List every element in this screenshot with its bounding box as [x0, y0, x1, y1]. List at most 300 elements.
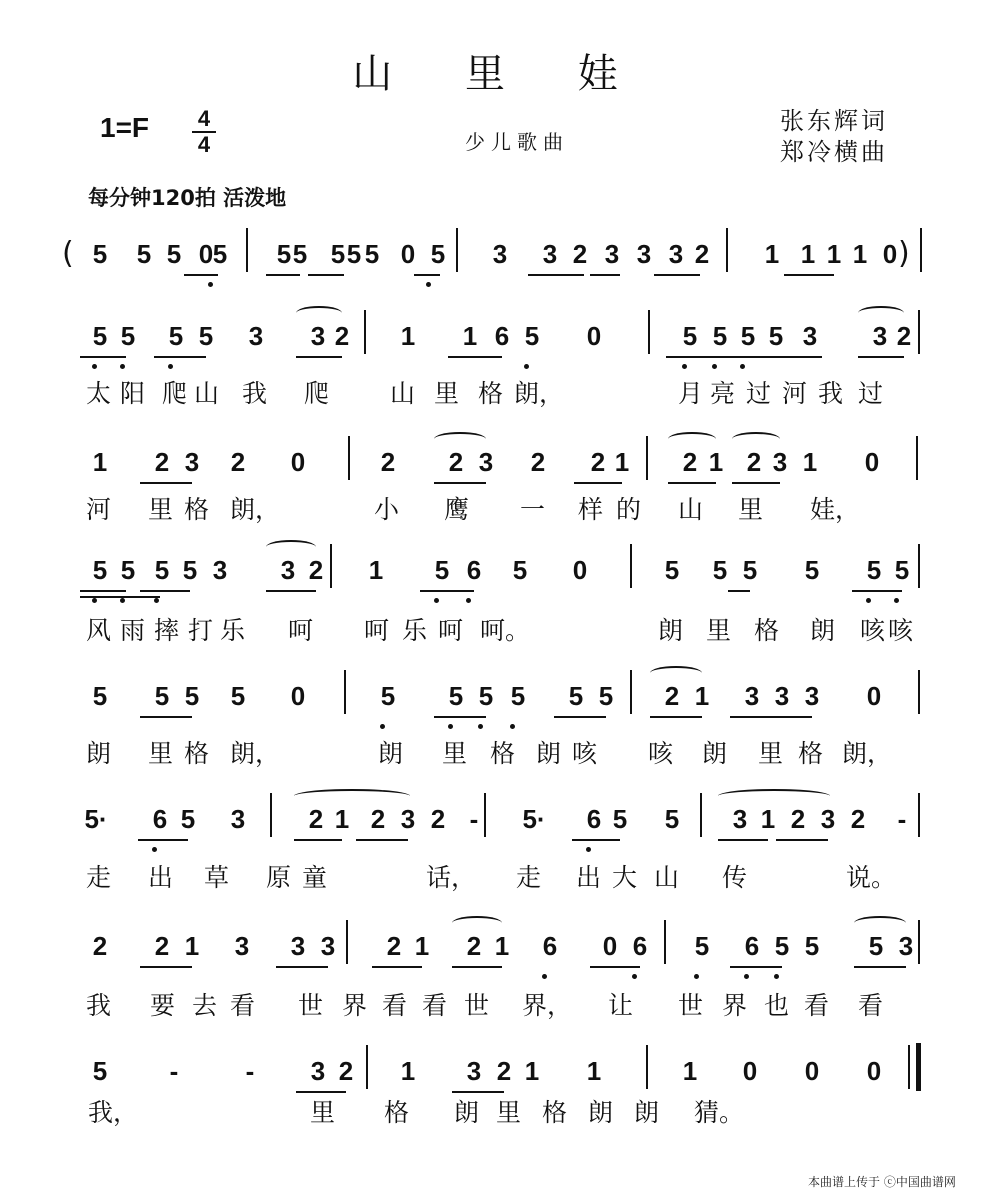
jianpu-note: 1: [92, 447, 108, 477]
jianpu-note: 3: [184, 447, 200, 477]
jianpu-note: 5: [292, 239, 308, 269]
final-bar-thin: [908, 1045, 910, 1089]
duration-underline: [590, 274, 620, 276]
jianpu-note: 5: [568, 681, 584, 711]
jianpu-note: 5: [866, 555, 882, 585]
bar-line: [920, 228, 922, 272]
jianpu-note: 2: [92, 931, 108, 961]
bar-line: [648, 310, 650, 354]
jianpu-note: 5: [664, 555, 680, 585]
intro-paren-close: ): [898, 236, 910, 271]
lyric-syllable: 乐: [220, 616, 246, 645]
jianpu-note: 5: [136, 239, 152, 269]
lyric-syllable: 里: [148, 495, 174, 524]
jianpu-note: 5: [598, 681, 614, 711]
jianpu-note: 5: [524, 321, 540, 351]
lyric-syllable: 风: [86, 616, 112, 645]
duration-underline: [434, 482, 486, 484]
duration-underline: [296, 1091, 346, 1093]
jianpu-note: 5: [120, 321, 136, 351]
jianpu-note: 1: [764, 239, 780, 269]
lyric-syllable: 世: [298, 991, 324, 1020]
bar-line: [346, 920, 348, 964]
jianpu-note: 5: [768, 321, 784, 351]
lyric-syllable: 过: [858, 379, 884, 408]
jianpu-note: 2: [154, 931, 170, 961]
octave-dot-below: [542, 974, 547, 979]
jianpu-note: 5: [430, 239, 446, 269]
slur-arc: [858, 306, 904, 320]
octave-dot-below: [168, 364, 173, 369]
lyric-syllable: 界，: [522, 991, 573, 1020]
jianpu-note: 2: [572, 239, 588, 269]
slur-arc: [650, 666, 702, 680]
bar-line: [344, 670, 346, 714]
credits: [780, 106, 888, 168]
jianpu-note: 5: [364, 239, 380, 269]
rest-note: 0: [400, 239, 416, 269]
lyric-syllable: 格: [478, 379, 504, 408]
jianpu-note: 5: [92, 555, 108, 585]
sustain-dash: -: [469, 804, 479, 834]
jianpu-note: 1: [682, 1056, 698, 1086]
jianpu-note: 6: [466, 555, 482, 585]
duration-underline: [140, 716, 192, 718]
duration-underline: [852, 590, 902, 592]
jianpu-note: 1: [462, 321, 478, 351]
lyric-syllable: 童: [302, 863, 328, 892]
lyric-line-6: [0, 990, 1000, 1050]
jianpu-note: 3: [872, 321, 888, 351]
lyric-syllable: 河: [86, 495, 112, 524]
slur-arc: [718, 789, 830, 803]
jianpu-note: 5: [712, 321, 728, 351]
lyric-syllable: 去: [192, 991, 218, 1020]
jianpu-note: 3: [466, 1056, 482, 1086]
bar-line: [664, 920, 666, 964]
jianpu-note: 3: [804, 681, 820, 711]
jianpu-note: 3: [604, 239, 620, 269]
duration-underline: [574, 482, 622, 484]
jianpu-note: 3: [400, 804, 416, 834]
duration-underline: [140, 966, 192, 968]
lyric-syllable: 我: [818, 379, 844, 408]
lyric-syllable: 草: [204, 863, 230, 892]
jianpu-note: 2: [308, 555, 324, 585]
lyric-syllable: 看: [858, 991, 884, 1020]
lyric-syllable: 阳: [120, 379, 146, 408]
lyric-syllable: 也: [764, 991, 790, 1020]
jianpu-note: 6: [494, 321, 510, 351]
duration-underline: [184, 274, 218, 276]
rest-note: 0: [742, 1056, 758, 1086]
jianpu-note: 5: [92, 681, 108, 711]
lyric-syllable: 看: [230, 991, 256, 1020]
duration-underline: [448, 356, 502, 358]
jianpu-note: 2: [590, 447, 606, 477]
jianpu-note: 1: [802, 447, 818, 477]
rest-note: 0: [864, 447, 880, 477]
jianpu-note: 5: [448, 681, 464, 711]
lyric-syllable: 格: [384, 1098, 410, 1127]
rest-note: 0: [586, 321, 602, 351]
duration-underline: [414, 274, 440, 276]
jianpu-note: 2: [386, 931, 402, 961]
lyric-syllable: 里: [434, 379, 460, 408]
jianpu-note: 3: [774, 681, 790, 711]
bar-line: [918, 670, 920, 714]
rest-note: 0: [866, 681, 882, 711]
jianpu-note: 2: [370, 804, 386, 834]
lyric-syllable: 看: [804, 991, 830, 1020]
octave-dot-below: [510, 724, 515, 729]
song-title: 山 里 娃: [352, 51, 648, 97]
jianpu-note: 2: [682, 447, 698, 477]
duration-underline: [80, 356, 126, 358]
duration-underline: [776, 839, 828, 841]
bar-line: [918, 310, 920, 354]
lyric-syllable: 山: [654, 863, 680, 892]
lyric-syllable: 大: [612, 863, 638, 892]
lyric-syllable: 里: [706, 616, 732, 645]
jianpu-note: 1: [826, 239, 842, 269]
bar-line: [918, 793, 920, 837]
jianpu-note: 5: [478, 681, 494, 711]
jianpu-note: 1: [800, 239, 816, 269]
lyric-syllable: 世: [678, 991, 704, 1020]
duration-underline: [654, 274, 700, 276]
duration-underline: [572, 839, 620, 841]
jianpu-note: 5: [740, 321, 756, 351]
lyric-syllable: 爬: [304, 379, 330, 408]
jianpu-note: 3: [732, 804, 748, 834]
duration-underline: [266, 590, 316, 592]
duration-underline: [356, 839, 408, 841]
lyric-syllable: 朗: [536, 739, 562, 768]
duration-underline: [730, 966, 782, 968]
lyric-syllable: 格: [490, 739, 516, 768]
duration-underline: [452, 966, 502, 968]
rest-note: 0: [602, 931, 618, 961]
jianpu-note: 1: [400, 321, 416, 351]
jianpu-note: 3: [668, 239, 684, 269]
lyric-syllable: 传: [722, 863, 748, 892]
duration-underline: [784, 274, 834, 276]
lyric-line-4: [0, 738, 1000, 798]
duration-underline: [858, 356, 904, 358]
jianpu-note: 1: [524, 1056, 540, 1086]
jianpu-note: 5: [154, 555, 170, 585]
duration-underline: [854, 966, 906, 968]
duration-underline: [528, 274, 584, 276]
jianpu-note: 5: [894, 555, 910, 585]
lyric-syllable: 雨: [120, 616, 146, 645]
duration-underline: [554, 716, 606, 718]
jianpu-note: 5: [774, 931, 790, 961]
bar-line: [630, 670, 632, 714]
lyric-syllable: 里: [758, 739, 784, 768]
lyric-syllable: 界: [342, 991, 368, 1020]
jianpu-note: 5: [868, 931, 884, 961]
jianpu-note: 5: [92, 1056, 108, 1086]
jianpu-note: 3: [290, 931, 306, 961]
lyric-syllable: 猜。: [694, 1098, 745, 1127]
lyric-syllable: 咳: [860, 616, 886, 645]
jianpu-note: 2: [430, 804, 446, 834]
lyric-syllable: 格: [798, 739, 824, 768]
octave-dot-below: [774, 974, 779, 979]
jianpu-note: 5: [804, 931, 820, 961]
jianpu-note: 3: [772, 447, 788, 477]
jianpu-note: 3: [542, 239, 558, 269]
bar-line: [484, 793, 486, 837]
composer: 郑冷横曲: [780, 138, 888, 166]
lyric-syllable: 朗，: [230, 495, 281, 524]
jianpu-note: 1: [184, 931, 200, 961]
rest-note: 0: [804, 1056, 820, 1086]
jianpu-note: 5·: [522, 804, 546, 834]
jianpu-note: 6: [152, 804, 168, 834]
jianpu-note: 3: [212, 555, 228, 585]
octave-dot-below: [632, 974, 637, 979]
octave-dot-below: [524, 364, 529, 369]
octave-dot-below: [712, 364, 717, 369]
lyric-syllable: 格: [184, 739, 210, 768]
octave-dot-below: [208, 282, 213, 287]
octave-dot-below: [682, 364, 687, 369]
lyric-syllable: 河: [782, 379, 808, 408]
jianpu-note: 5: [512, 555, 528, 585]
duration-underline: [730, 716, 812, 718]
duration-underline: [266, 274, 300, 276]
bar-line: [726, 228, 728, 272]
jianpu-note: 3: [310, 321, 326, 351]
jianpu-note: 5: [712, 555, 728, 585]
jianpu-note: 5: [120, 555, 136, 585]
jianpu-note: 1: [400, 1056, 416, 1086]
rest-note: 0: [290, 447, 306, 477]
lyric-syllable: 咳: [888, 616, 914, 645]
bar-line: [456, 228, 458, 272]
lyric-syllable: 乐: [402, 616, 428, 645]
lyric-syllable: 亮: [710, 379, 736, 408]
jianpu-note: 2: [694, 239, 710, 269]
jianpu-note: 5: [434, 555, 450, 585]
octave-dot-below: [478, 724, 483, 729]
jianpu-note: 5: [682, 321, 698, 351]
duration-underline: [590, 966, 640, 968]
jianpu-note: 2: [850, 804, 866, 834]
lyric-syllable: 月: [678, 379, 704, 408]
jianpu-note: 3: [744, 681, 760, 711]
jianpu-note: 3: [280, 555, 296, 585]
octave-dot-below: [92, 598, 97, 603]
lyric-syllable: 样: [578, 495, 604, 524]
lyric-syllable: 呵: [438, 616, 464, 645]
octave-dot-below: [466, 598, 471, 603]
bar-line: [918, 920, 920, 964]
lyric-syllable: 里: [148, 739, 174, 768]
jianpu-note: 5: [198, 321, 214, 351]
lyric-syllable: 看: [382, 991, 408, 1020]
jianpu-note: 1: [614, 447, 630, 477]
jianpu-note: 5: [166, 239, 182, 269]
lyric-syllable: 山: [390, 379, 416, 408]
octave-dot-below: [380, 724, 385, 729]
octave-dot-below: [894, 598, 899, 603]
lyric-syllable: 朗: [454, 1098, 480, 1127]
lyric-syllable: 出: [576, 863, 602, 892]
watermark: 本曲谱上传于 ⓒ中国曲谱网: [808, 1175, 956, 1189]
time-signature-bottom: 4: [197, 132, 211, 157]
intro-paren-open: (: [62, 236, 74, 271]
lyric-syllable: 小: [374, 495, 400, 524]
jianpu-note: 2: [530, 447, 546, 477]
lyric-syllable: 打: [188, 616, 214, 645]
jianpu-note: 5: [612, 804, 628, 834]
jianpu-note: 2: [308, 804, 324, 834]
jianpu-note: 5: [154, 681, 170, 711]
jianpu-note: 1: [414, 931, 430, 961]
lyric-syllable: 原: [266, 863, 292, 892]
lyric-line-7: [0, 1097, 1000, 1157]
tempo-marking: 每分钟120拍 活泼地: [88, 186, 287, 210]
jianpu-note: 5: [182, 555, 198, 585]
lyric-syllable: 咳: [648, 739, 674, 768]
jianpu-note: 1: [334, 804, 350, 834]
duration-underline: [308, 274, 344, 276]
jianpu-note: 3: [248, 321, 264, 351]
jianpu-note: 5: [330, 239, 346, 269]
lyric-line-3: [0, 615, 1000, 675]
lyric-syllable: 呵: [364, 616, 390, 645]
duration-underline: [420, 590, 474, 592]
lyric-syllable: 说。: [846, 863, 897, 892]
octave-dot-below: [120, 598, 125, 603]
bar-line: [916, 436, 918, 480]
lyric-line-5: [0, 862, 1000, 922]
lyric-syllable: 朗，: [514, 379, 565, 408]
octave-dot-below: [744, 974, 749, 979]
lyric-syllable: 让: [608, 991, 634, 1020]
jianpu-note: 2: [790, 804, 806, 834]
lyric-syllable: 爬: [162, 379, 188, 408]
slur-arc: [296, 306, 342, 320]
sustain-dash: -: [169, 1056, 179, 1086]
key-signature: 1=F: [100, 112, 150, 143]
sustain-dash: -: [245, 1056, 255, 1086]
lyricist: 张东辉词: [780, 107, 888, 135]
lyric-syllable: 我，: [88, 1098, 139, 1127]
final-bar-thick: [916, 1043, 921, 1091]
jianpu-note: 1: [708, 447, 724, 477]
score-system-6: [0, 801, 1000, 861]
duration-underline: [294, 839, 342, 841]
jianpu-note: 5: [742, 555, 758, 585]
duration-underline: [140, 590, 190, 592]
lyric-syllable: 太: [86, 379, 112, 408]
jianpu-note: 3: [820, 804, 836, 834]
jianpu-note: 1: [586, 1056, 602, 1086]
jianpu-note: 2: [664, 681, 680, 711]
jianpu-note: 2: [154, 447, 170, 477]
jianpu-note: 5: [346, 239, 362, 269]
duration-underline: [666, 356, 822, 358]
lyric-syllable: 山: [194, 379, 220, 408]
lyric-syllable: 朗: [810, 616, 836, 645]
duration-underline: [732, 482, 780, 484]
lyric-syllable: 走: [516, 863, 542, 892]
octave-dot-below: [154, 598, 159, 603]
octave-dot-below: [448, 724, 453, 729]
time-signature: [192, 108, 216, 156]
lyric-syllable: 话，: [426, 863, 477, 892]
bar-line: [918, 544, 920, 588]
lyric-syllable: 格: [184, 495, 210, 524]
lyric-syllable: 咳: [572, 739, 598, 768]
octave-dot-below: [426, 282, 431, 287]
rest-note: 0: [572, 555, 588, 585]
lyric-syllable: 出: [148, 863, 174, 892]
lyric-syllable: 山: [678, 495, 704, 524]
jianpu-note: 3: [234, 931, 250, 961]
bar-line: [366, 1045, 368, 1089]
rest-note: 0: [290, 681, 306, 711]
bar-line: [330, 544, 332, 588]
duration-underline: [668, 482, 716, 484]
lyric-syllable: 朗: [588, 1098, 614, 1127]
bar-line: [630, 544, 632, 588]
score-system-4: [0, 552, 1000, 612]
lyric-syllable: 里: [310, 1098, 336, 1127]
octave-dot-below: [120, 364, 125, 369]
slur-arc: [434, 432, 486, 446]
lyric-syllable: 朗: [86, 739, 112, 768]
jianpu-note: 2: [466, 931, 482, 961]
jianpu-note: 1: [368, 555, 384, 585]
jianpu-note: 5: [184, 681, 200, 711]
lyric-line-1: [0, 378, 1000, 438]
lyric-syllable: 过: [746, 379, 772, 408]
lyric-syllable: 朗: [634, 1098, 660, 1127]
jianpu-note: 5: [276, 239, 292, 269]
rest-note: 0: [882, 239, 898, 269]
slur-arc: [452, 916, 502, 930]
duration-underline: [276, 966, 328, 968]
lyric-syllable: 朗: [702, 739, 728, 768]
jianpu-note: 2: [496, 1056, 512, 1086]
bar-line: [348, 436, 350, 480]
jianpu-note: 5: [168, 321, 184, 351]
lyric-syllable: 界: [722, 991, 748, 1020]
octave-dot-below: [740, 364, 745, 369]
duration-underline: [650, 716, 702, 718]
lyric-syllable: 里: [442, 739, 468, 768]
jianpu-note: 2: [338, 1056, 354, 1086]
lyric-syllable: 朗，: [842, 739, 893, 768]
lyric-syllable: 走: [86, 863, 112, 892]
jianpu-note: 5: [804, 555, 820, 585]
lyric-syllable: 呵: [288, 616, 314, 645]
sustain-dash: -: [897, 804, 907, 834]
score-system-2: [0, 318, 1000, 378]
jianpu-note: 3: [320, 931, 336, 961]
jianpu-note: 3: [310, 1056, 326, 1086]
jianpu-note: 5: [92, 239, 108, 269]
lyric-syllable: 朗: [378, 739, 404, 768]
lyric-syllable: 要: [150, 991, 176, 1020]
jianpu-note: 2: [380, 447, 396, 477]
